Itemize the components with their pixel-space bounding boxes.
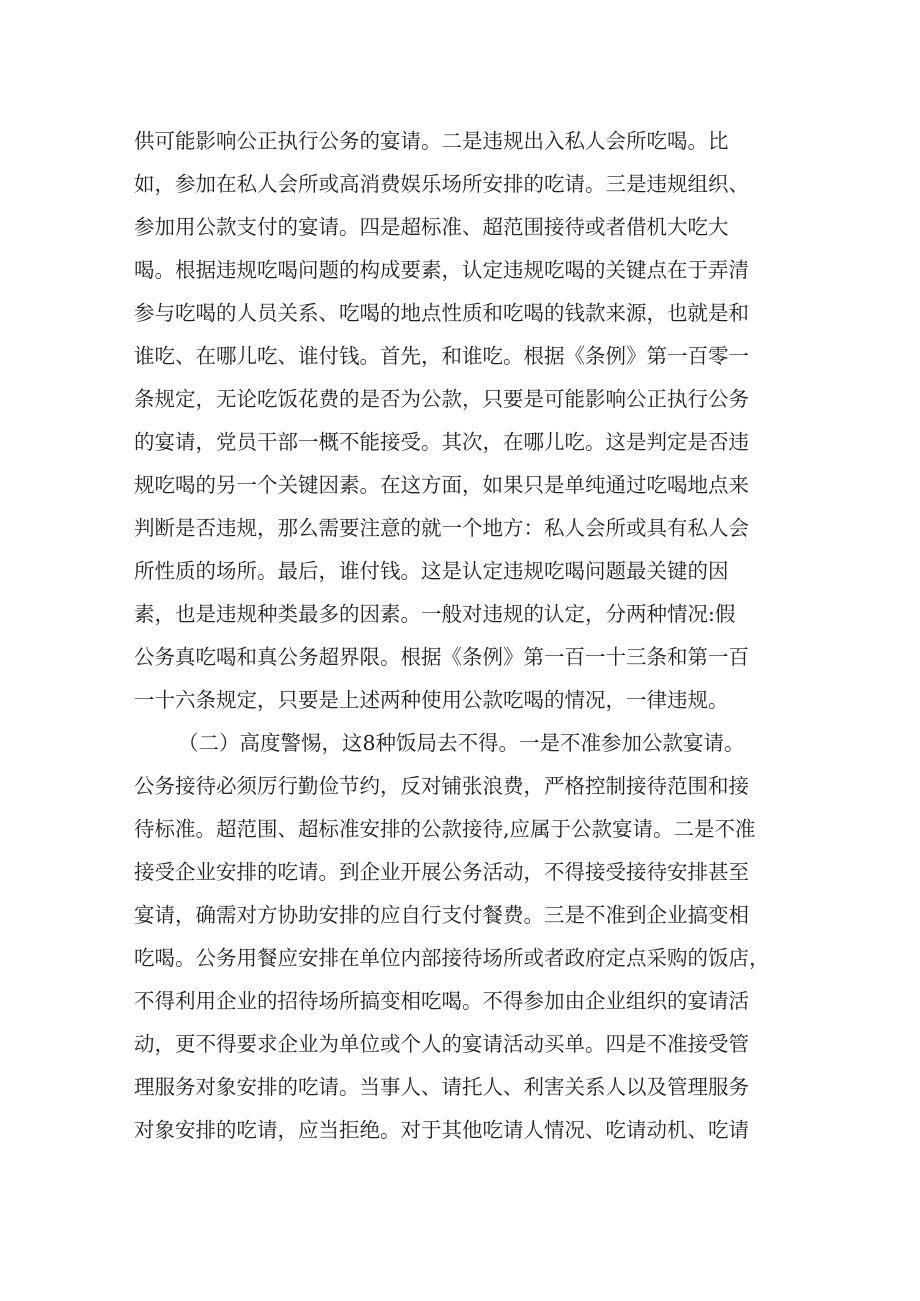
- text-line: 一十六条规定，只要是上述两种使用公款吃喝的情况，一律违规。: [134, 688, 729, 712]
- text-line: 公务接待必须厉行勤俭节约，反对铺张浪费，严格控制接待范围和接: [134, 774, 749, 798]
- text-line: 规吃喝的另一个关键因素。在这方面，如果只是单纯通过吃喝地点来: [134, 473, 749, 497]
- text-line: 对象安排的吃请，应当拒绝。对于其他吃请人情况、吃请动机、吃请: [134, 1118, 749, 1142]
- text-line: 动，更不得要求企业为单位或个人的宴请活动买单。四是不准接受管: [134, 1032, 749, 1056]
- text-line: 吃喝。公务用餐应安排在单位内部接待场所或者政府定点采购的饭店，: [134, 946, 770, 970]
- text-line: 谁吃、在哪儿吃、谁付钱。首先，和谁吃。根据《条例》第一百零一: [134, 344, 749, 368]
- text-line: 如，参加在私人会所或高消费娱乐场所安排的吃请。三是违规组织、: [134, 172, 749, 196]
- text-line: 供可能影响公正执行公务的宴请。二是违规出入私人会所吃喝。比: [134, 129, 729, 153]
- text-line: 理服务对象安排的吃请。当事人、请托人、利害关系人以及管理服务: [134, 1075, 749, 1099]
- text-line: 条规定，无论吃饭花费的是否为公款，只要是可能影响公正执行公务: [134, 387, 749, 411]
- body-text: [134, 120, 794, 1152]
- text-line: 公务真吃喝和真公务超界限。根据《条例》第一百一十三条和第一百: [134, 645, 749, 669]
- text-line: 宴请，确需对方协助安排的应自行支付餐费。三是不准到企业搞变相: [134, 903, 749, 927]
- text-line: 喝。根据违规吃喝问题的构成要素，认定违规吃喝的关键点在于弄清: [134, 258, 749, 282]
- text-line: 接受企业安排的吃请。到企业开展公务活动，不得接受接待安排甚至: [134, 860, 749, 884]
- text-line: 不得利用企业的招待场所搞变相吃喝。不得参加由企业组织的宴请活: [134, 989, 749, 1013]
- text-line: 所性质的场所。最后，谁付钱。这是认定违规吃喝问题最关键的因: [134, 559, 729, 583]
- text-line: 参与吃喝的人员关系、吃喝的地点性质和吃喝的钱款来源，也就是和: [134, 301, 749, 325]
- text-line: 判断是否违规，那么需要注意的就一个地方：私人会所或具有私人会: [134, 516, 749, 540]
- text-line: 参加用公款支付的宴请。四是超标准、超范围接待或者借机大吃大: [134, 215, 729, 239]
- text-line: 的宴请，党员干部一概不能接受。其次，在哪儿吃。这是判定是否违: [134, 430, 749, 454]
- text-line: 素，也是违规种类最多的因素。一般对违规的认定，分两种情况:假: [134, 602, 736, 626]
- text-line: 待标准。超范围、超标准安排的公款接待,应属于公款宴请。二是不准: [134, 817, 756, 841]
- section-heading-line: （二）高度警惕，这8种饭局去不得。一是不准参加公款宴请。: [178, 731, 745, 755]
